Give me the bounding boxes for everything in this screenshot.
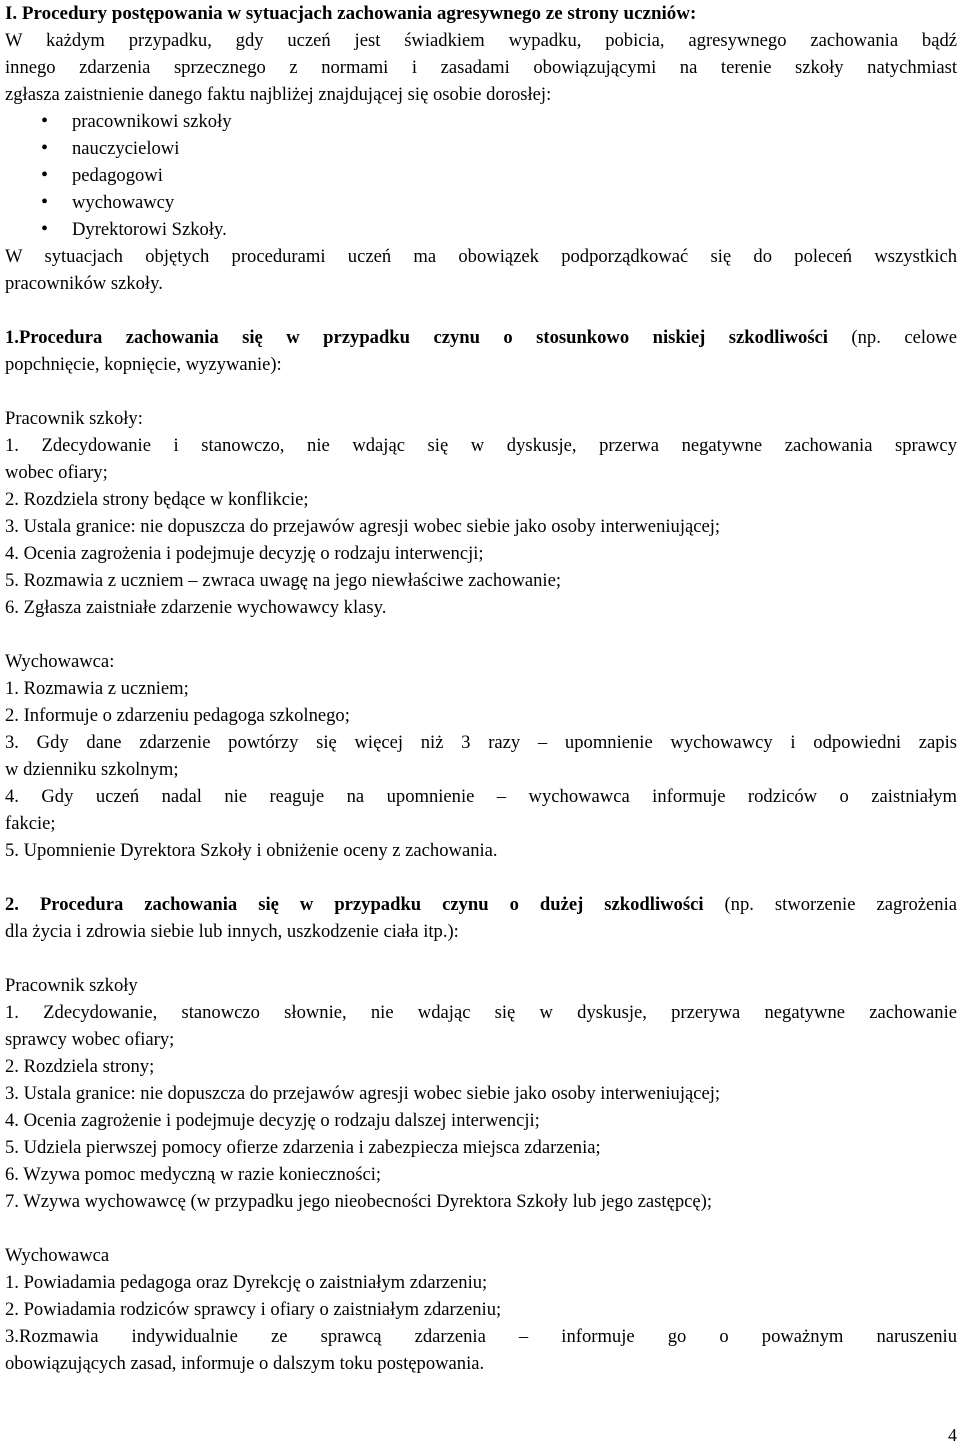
procedure-1-worker-step: 6. Zgłasza zaistniałe zdarzenie wychowawcy klasy. [5, 597, 387, 618]
procedure-1-heading [5, 324, 957, 351]
procedure-2-heading-bold: 2. Procedura zachowania się w przypadku czynu o dużej szkodliwości [5, 894, 704, 915]
procedure-2-tutor-step: 2. Powiadamia rodziców sprawcy i ofiary o zaistniałym zdarzeniu; [5, 1299, 502, 1320]
procedure-2-worker-step: 4. Ocenia zagrożenie i podejmuje decyzję o rodzaju dalszej interwencji; [5, 1110, 540, 1131]
section-title: I. Procedury postępowania w sytuacjach zachowania agresywnego ze strony uczniów: [5, 3, 697, 24]
procedure-2-worker-step: 3. Ustala granice: nie dopuszcza do przejawów agresji wobec siebie jako osoby interweniującej; [5, 1083, 721, 1104]
procedure-2-worker-step: 7. Wzywa wychowawcę (w przypadku jego nieobecności Dyrektora Szkoły lub jego zastępcę); [5, 1191, 712, 1212]
list-item: • pracownikowi szkoły [5, 108, 957, 135]
procedure-1-worker-step: 1. Zdecydowanie i stanowczo, nie wdając się w dyskusje, przerwa negatywne zachowania sprawcy [5, 435, 957, 456]
procedure-2-heading-rest: (np. stworzenie zagrożenia [703, 894, 957, 915]
procedure-1-worker-label: Pracownik szkoły: [5, 408, 143, 429]
procedure-2-tutor-step: obowiązujących zasad, informuje o dalszym toku postępowania. [5, 1353, 485, 1374]
procedure-2-worker-label: Pracownik szkoły [5, 975, 138, 996]
procedure-2-tutor-label: Wychowawca [5, 1245, 110, 1266]
procedure-2-tutor-step: 1. Powiadamia pedagoga oraz Dyrekcję o zaistniałym zdarzeniu; [5, 1272, 488, 1293]
procedure-1-tutor-step: w dzienniku szkolnym; [5, 759, 179, 780]
obligation-text-line-1: W sytuacjach objętych procedurami uczeń ma obowiązek podporządkować się do poleceń wszystkich [5, 246, 957, 267]
obligation-text-line-2: pracowników szkoły. [5, 273, 163, 294]
procedure-1-heading-bold: 1.Procedura zachowania się w przypadku czynu o stosunkowo niskiej szkodliwości [5, 327, 828, 348]
procedure-2-worker-step: 5. Udziela pierwszej pomocy ofierze zdarzenia i zabezpiecza miejsca zdarzenia; [5, 1137, 601, 1158]
procedure-1-worker-step: 5. Rozmawia z uczniem – zwraca uwagę na jego niewłaściwe zachowanie; [5, 570, 562, 591]
procedure-2-heading-line-2: dla życia i zdrowia siebie lub innych, uszkodzenie ciała itp.): [5, 921, 459, 942]
procedure-1-tutor-step: 1. Rozmawia z uczniem; [5, 678, 189, 699]
page-number: 4 [948, 1425, 957, 1445]
list-item: • wychowawcy [5, 189, 957, 216]
procedure-1-worker-step: 4. Ocenia zagrożenia i podejmuje decyzję o rodzaju interwencji; [5, 543, 484, 564]
procedure-1-worker-step: 2. Rozdziela strony będące w konflikcie; [5, 489, 309, 510]
procedure-1-tutor-step: 3. Gdy dane zdarzenie powtórzy się więcej niż 3 razy – upomnienie wychowawcy i odpowiedni zapis [5, 732, 957, 753]
procedure-2-heading [5, 891, 957, 918]
procedure-2-worker-step: 1. Zdecydowanie, stanowczo słownie, nie wdając się w dyskusje, przerywa negatywne zachowanie [5, 1002, 957, 1023]
procedure-2-worker-step: 2. Rozdziela strony; [5, 1056, 155, 1077]
intro-text-line-2: innego zdarzenia sprzecznego z normami i zasadami obowiązującymi na terenie szkoły natychmiast [5, 57, 957, 78]
list-item: • Dyrektorowi Szkoły. [5, 216, 957, 243]
document-page [5, 0, 957, 1377]
list-item: • nauczycielowi [5, 135, 957, 162]
recipient-list [5, 108, 957, 243]
procedure-1-tutor-step: 5. Upomnienie Dyrektora Szkoły i obniżenie oceny z zachowania. [5, 840, 498, 861]
procedure-1-heading-line-2: popchnięcie, kopnięcie, wyzywanie): [5, 354, 282, 375]
intro-text-line-1: W każdym przypadku, gdy uczeń jest świadkiem wypadku, pobicia, agresywnego zachowania bądź [5, 30, 957, 51]
procedure-1-tutor-step: 4. Gdy uczeń nadal nie reaguje na upomnienie – wychowawca informuje rodziców o zaistniałym [5, 786, 957, 807]
list-item: • pedagogowi [5, 162, 957, 189]
procedure-1-tutor-label: Wychowawca: [5, 651, 115, 672]
procedure-1-tutor-step: fakcie; [5, 813, 56, 834]
procedure-2-worker-step: 6. Wzywa pomoc medyczną w razie konieczności; [5, 1164, 382, 1185]
procedure-1-worker-step: 3. Ustala granice: nie dopuszcza do przejawów agresji wobec siebie jako osoby interweniującej; [5, 516, 721, 537]
procedure-1-heading-rest: (np. celowe [827, 327, 957, 348]
procedure-2-tutor-step: 3.Rozmawia indywidualnie ze sprawcą zdarzenia – informuje go o poważnym naruszeniu [5, 1326, 957, 1347]
intro-text-line-3: zgłasza zaistnienie danego faktu najbliżej znajdującej się osobie dorosłej: [5, 84, 552, 105]
procedure-1-worker-step: wobec ofiary; [5, 462, 108, 483]
procedure-2-worker-step: sprawcy wobec ofiary; [5, 1029, 175, 1050]
procedure-1-tutor-step: 2. Informuje o zdarzeniu pedagoga szkolnego; [5, 705, 350, 726]
